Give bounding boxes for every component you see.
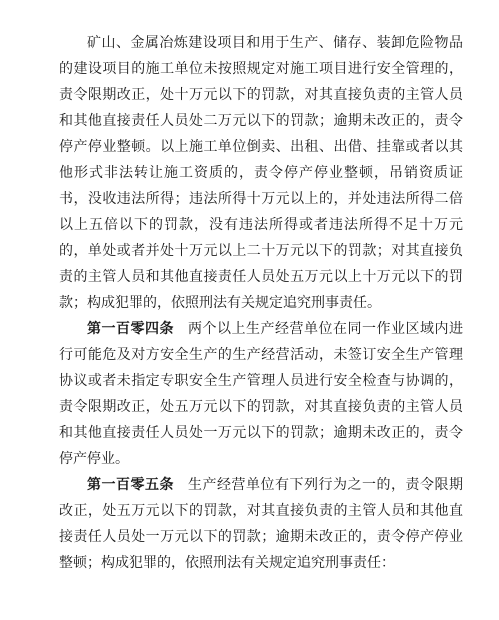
article-104 [59,316,463,472]
article-105-heading: 第一百零五条 [87,477,174,493]
article-104-heading: 第一百零四条 [87,321,174,337]
paragraph-1 [59,30,463,316]
article-105-text: 生产经营单位有下列行为之一的，责令限期改正，处五万元以下的罚款，对其直接负责的主管人员和其他直接责任人员处一万元以下的罚款；逾期未改正的，责令停产停业整顿；构成犯罪的，依照刑法有关规定追究刑事责任： [59,477,463,571]
article-105 [59,472,463,576]
article-104-text: 两个以上生产经营单位在同一作业区域内进行可能危及对方安全生产的生产经营活动，未签订安全生产管理协议或者未指定专职安全生产管理人员进行安全检查与协调的，责令限期改正，处五万元以下的罚款，对其直接负责的主管人员和其他直接责任人员处一万元以下的罚款；逾期未改正的，责令停产停业。 [59,321,463,467]
paragraph-1-text: 矿山、金属冶炼建设项目和用于生产、储存、装卸危险物品的建设项目的施工单位未按照规定对施工项目进行安全管理的，责令限期改正，处十万元以下的罚款，对其直接负责的主管人员和其他直接责任人员处二万元以下的罚款；逾期未改正的，责令停产停业整顿。以上施工单位倒卖、出租、出借、挂靠或者以其他形式非法转让施工资质的，责令停产停业整顿，吊销资质证书，没收违法所得；违法所得十万元以上的，并处违法所得二倍以上五倍以下的罚款，没有违法所得或者违法所得不足十万元的，单处或者并处十万元以上二十万元以下的罚款；对其直接负责的主管人员和其他直接责任人员处五万元以上十万元以下的罚款；构成犯罪的，依照刑法有关规定追究刑事责任。 [59,35,463,311]
